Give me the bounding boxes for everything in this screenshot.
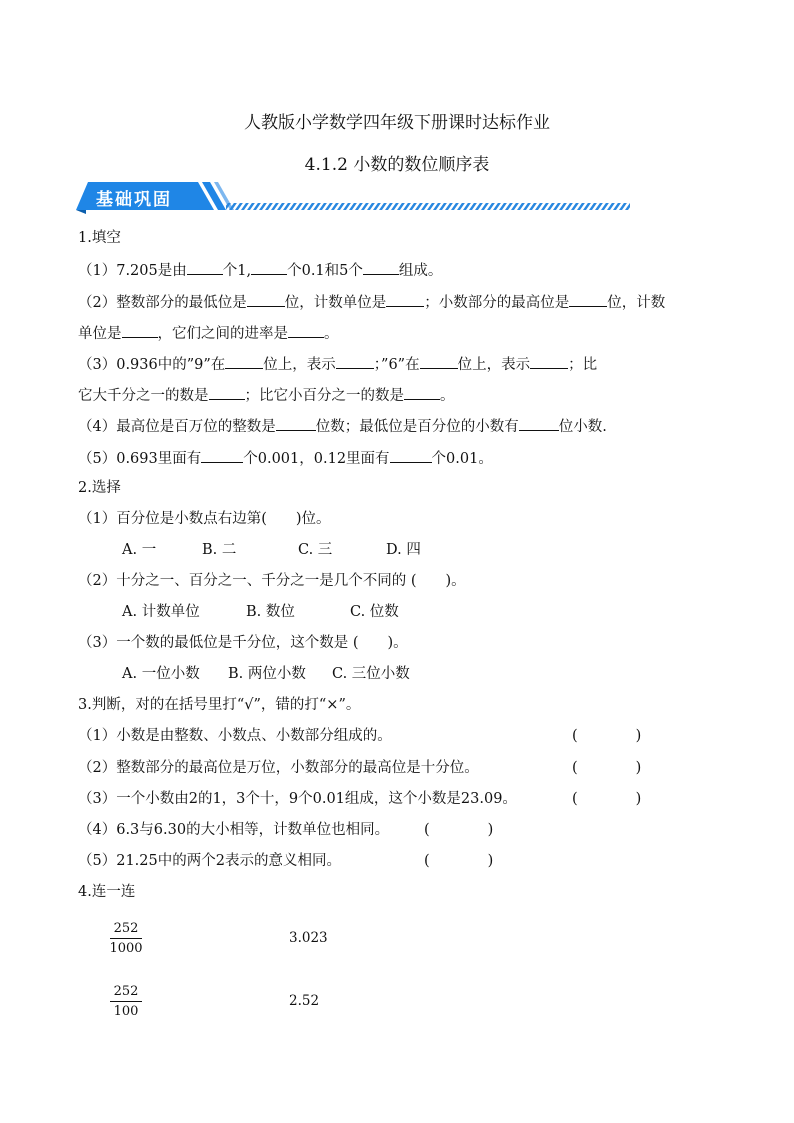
q2-item-2-options (122, 602, 399, 622)
page-subtitle: 4.1.2 小数的数位顺序表 (304, 155, 490, 175)
section-banner (76, 180, 636, 214)
fraction-252-100[interactable]: 252 100 (108, 984, 144, 1019)
answer-blank[interactable] (247, 291, 285, 307)
answer-blank[interactable] (363, 259, 399, 275)
option-a[interactable]: A. 计数单位 (122, 604, 200, 620)
answer-blank[interactable] (187, 259, 223, 275)
option-b[interactable]: B. 数位 (246, 604, 295, 620)
match-value[interactable]: 2.52 (289, 993, 320, 1009)
q1-item-4: （4）最高位是百万位的整数是 位数；最低位是百分位的小数有 位小数. (78, 415, 607, 437)
q2-heading: 2.选择 (78, 480, 121, 496)
match-value[interactable]: 3.023 (289, 930, 328, 946)
q2-item-1: （1）百分位是小数点右边第( )位。 (78, 511, 331, 527)
option-a[interactable]: A. 一 (122, 542, 157, 558)
q2-item-3-options (122, 664, 410, 684)
q1-item-3-cont: 它大千分之一的数是 ；比它小百分之一的数是 。 (78, 384, 455, 406)
answer-blank[interactable] (122, 322, 158, 338)
q3-item-4: （4）6.3与6.30的大小相等，计数单位也相同。 (78, 822, 390, 838)
q3-item-1: （1）小数是由整数、小数点、小数部分组成的。 (78, 728, 392, 744)
answer-blank[interactable] (420, 353, 458, 369)
answer-blank[interactable] (569, 291, 607, 307)
answer-paren[interactable]: ( ) (572, 791, 642, 807)
option-b[interactable]: B. 二 (202, 542, 237, 558)
answer-paren[interactable]: ( ) (424, 822, 494, 838)
q1-item-5: （5）0.693里面有 个0.001，0.12里面有 个0.01。 (78, 447, 493, 469)
q1-item-2-cont: 单位是 ，它们之间的进率是 。 (78, 322, 339, 344)
q3-item-5: （5）21.25中的两个2表示的意义相同。 (78, 853, 341, 869)
q3-item-3: （3）一个小数由2的1，3个十，9个0.01组成，这个小数是23.09。 (78, 791, 517, 807)
answer-blank[interactable] (276, 415, 316, 431)
answer-blank[interactable] (288, 322, 324, 338)
q1-item-2: （2）整数部分的最低位是 位，计数单位是 ；小数部分的最高位是 位，计数 (78, 291, 665, 313)
answer-blank[interactable] (530, 353, 568, 369)
answer-blank[interactable] (209, 384, 245, 400)
option-c[interactable]: C. 三位小数 (332, 666, 410, 682)
section-banner-label: 基础巩固 (96, 190, 172, 210)
answer-blank[interactable] (251, 259, 287, 275)
q1-item-3: （3）0.936中的”9”在 位上，表示 ；”6”在 位上，表示 ；比 (78, 353, 597, 375)
answer-blank[interactable] (386, 291, 424, 307)
option-d[interactable]: D. 四 (386, 542, 421, 558)
option-b[interactable]: B. 两位小数 (228, 666, 306, 682)
option-a[interactable]: A. 一位小数 (122, 666, 200, 682)
answer-blank[interactable] (336, 353, 374, 369)
answer-blank[interactable] (225, 353, 263, 369)
answer-paren[interactable]: ( ) (424, 853, 494, 869)
q2-item-1-options (122, 540, 421, 560)
option-c[interactable]: C. 位数 (350, 604, 399, 620)
q2-item-3: （3）一个数的最低位是千分位，这个数是 ( )。 (78, 635, 408, 651)
fraction-252-1000[interactable]: 252 1000 (109, 921, 143, 956)
answer-blank[interactable] (201, 447, 243, 463)
option-c[interactable]: C. 三 (298, 542, 333, 558)
answer-paren[interactable]: ( ) (572, 728, 642, 744)
answer-paren[interactable]: ( ) (572, 760, 642, 776)
answer-blank[interactable] (390, 447, 432, 463)
q1-heading: 1.填空 (78, 230, 121, 246)
q4-heading: 4.连一连 (78, 884, 136, 900)
q3-item-2: （2）整数部分的最高位是万位，小数部分的最高位是十分位。 (78, 760, 479, 776)
q1-item-1: （1）7.205是由 个1, 个0.1和5个 组成。 (78, 259, 442, 281)
q3-heading: 3.判断，对的在括号里打“√”，错的打“×”。 (78, 697, 361, 713)
page-title: 人教版小学数学四年级下册课时达标作业 (244, 113, 550, 133)
answer-blank[interactable] (519, 415, 559, 431)
answer-blank[interactable] (404, 384, 440, 400)
q2-item-2: （2）十分之一、百分之一、千分之一是几个不同的 ( )。 (78, 573, 466, 589)
